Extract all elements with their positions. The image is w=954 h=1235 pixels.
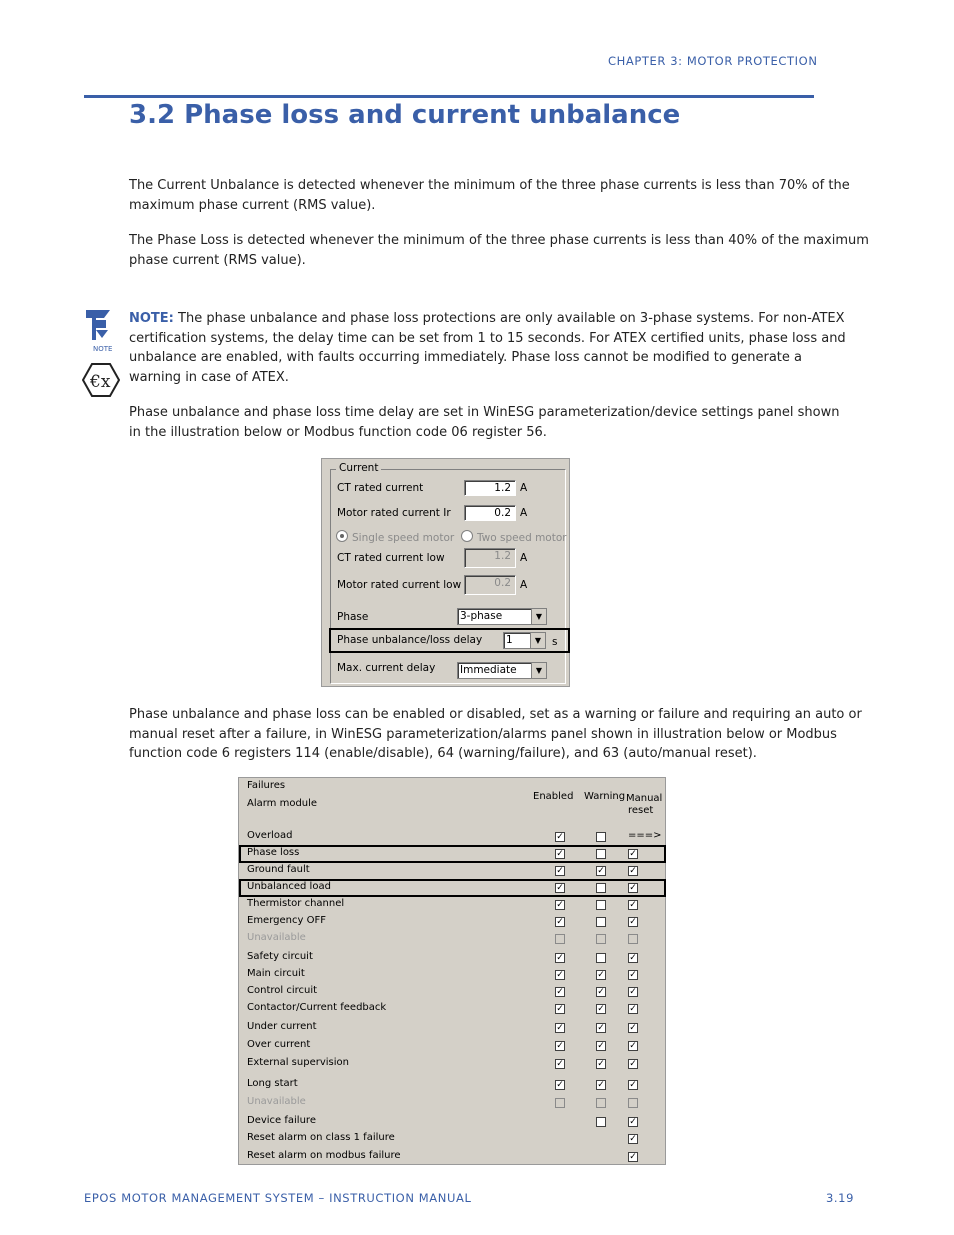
alarm-row — [239, 914, 665, 931]
motor-rated-current-label: Motor rated current Ir — [337, 507, 451, 519]
title-rule — [84, 95, 814, 98]
warning-checkbox[interactable]: ✓ — [597, 1080, 605, 1090]
ct-rated-low-input[interactable]: 1.2 — [464, 548, 516, 568]
warning-checkbox[interactable]: ✓ — [597, 866, 605, 876]
svg-text:€x: €x — [90, 372, 111, 392]
alarm-row — [239, 984, 665, 1001]
manual-checkbox[interactable]: ✓ — [629, 1004, 637, 1014]
chapter-header: CHAPTER 3: MOTOR PROTECTION — [608, 54, 818, 68]
delay-label: Phase unbalance/loss delay — [337, 634, 483, 646]
ct-rated-low-label: CT rated current low — [337, 552, 445, 564]
delay-unit: s — [552, 636, 558, 648]
alarm-row-label: Long start — [247, 1078, 298, 1089]
reset-column-header: reset — [628, 805, 654, 816]
ct-rated-low-unit: A — [520, 552, 528, 564]
manual-checkbox[interactable]: ✓ — [629, 1080, 637, 1090]
alarm-row-label: Safety circuit — [247, 951, 313, 962]
alarm-row-label: Ground fault — [247, 864, 310, 875]
page-number: 3.19 — [826, 1191, 855, 1205]
alarm-row — [239, 846, 665, 863]
warning-checkbox[interactable] — [596, 1098, 606, 1108]
paragraph-phase-loss: The Phase Loss is detected whenever the minimum of the three phase currents is less than 40% of the maximum phase current (RMS value). — [129, 233, 869, 268]
enabled-checkbox[interactable]: ✓ — [556, 970, 564, 980]
manual-checkbox[interactable]: ✓ — [629, 1134, 637, 1144]
overload-manual-arrow: ===> — [628, 830, 662, 841]
enabled-column-header: Enabled — [533, 791, 574, 802]
alarm-row — [239, 1001, 665, 1018]
phase-select-value: 3-phase — [460, 610, 503, 622]
alarm-row — [239, 1114, 665, 1131]
manual-checkbox[interactable] — [628, 1098, 638, 1108]
alarm-row — [239, 967, 665, 984]
manual-checkbox[interactable]: ✓ — [629, 900, 637, 910]
alarm-row-label: Unbalanced load — [247, 881, 331, 892]
warning-checkbox[interactable] — [596, 900, 606, 910]
motor-rated-low-label: Motor rated current low — [337, 579, 462, 591]
alarm-row-label: Contactor/Current feedback — [247, 1002, 387, 1013]
ct-rated-current-label: CT rated current — [337, 482, 424, 494]
current-group-label: Current — [336, 462, 381, 474]
single-speed-label: Single speed motor — [352, 532, 455, 544]
manual-checkbox[interactable]: ✓ — [629, 1059, 637, 1069]
radio-selected-icon — [336, 530, 348, 542]
alarm-row-label: Unavailable — [247, 1096, 306, 1107]
section-title: 3.2 Phase loss and current unbalance — [129, 100, 681, 130]
chevron-down-icon: ▼ — [531, 609, 546, 624]
alarm-row-label: Over current — [247, 1039, 311, 1050]
manual-checkbox[interactable]: ✓ — [629, 883, 637, 893]
enabled-checkbox[interactable]: ✓ — [556, 1080, 564, 1090]
alarm-row-label: Overload — [247, 830, 293, 841]
max-current-delay-select[interactable] — [457, 662, 547, 679]
phase-select[interactable] — [457, 608, 547, 625]
warning-column-header: Warning — [584, 791, 626, 802]
alarm-row-label: Reset alarm on class 1 failure — [247, 1132, 395, 1143]
enabled-checkbox[interactable]: ✓ — [556, 1041, 564, 1051]
chevron-down-icon: ▼ — [530, 633, 545, 648]
alarm-row-label: Device failure — [247, 1115, 316, 1126]
motor-rated-current-input[interactable]: 0.2 — [464, 505, 516, 521]
alarm-row — [239, 897, 665, 914]
enabled-checkbox[interactable]: ✓ — [556, 849, 564, 859]
alarm-row — [239, 863, 665, 880]
enabled-checkbox[interactable] — [555, 1098, 565, 1108]
motor-rated-low-unit: A — [520, 579, 528, 591]
enabled-checkbox[interactable]: ✓ — [556, 1004, 564, 1014]
device-settings-panel — [321, 458, 570, 687]
alarm-row — [239, 1077, 665, 1094]
radio-unselected-icon — [461, 530, 473, 542]
manual-checkbox[interactable]: ✓ — [629, 1117, 637, 1127]
warning-checkbox[interactable]: ✓ — [597, 1041, 605, 1051]
enabled-checkbox[interactable]: ✓ — [556, 883, 564, 893]
manual-checkbox[interactable] — [628, 934, 638, 944]
alarm-row — [239, 1131, 665, 1148]
warning-checkbox[interactable]: ✓ — [597, 987, 605, 997]
alarm-row — [239, 1056, 665, 1073]
two-speed-radio[interactable] — [461, 530, 567, 544]
alarm-row-label: Emergency OFF — [247, 915, 326, 926]
alarm-row-label: Under current — [247, 1021, 317, 1032]
enabled-checkbox[interactable]: ✓ — [556, 1059, 564, 1069]
warning-checkbox[interactable] — [596, 934, 606, 944]
alarm-module-label: Alarm module — [247, 798, 318, 809]
alarm-row — [239, 880, 665, 897]
warning-checkbox[interactable]: ✓ — [597, 1004, 605, 1014]
manual-checkbox[interactable]: ✓ — [629, 917, 637, 927]
alarm-row — [239, 1095, 665, 1112]
alarm-row — [239, 1149, 665, 1166]
manual-column-header: Manual — [626, 793, 663, 804]
note-icon — [82, 308, 122, 354]
manual-checkbox[interactable]: ✓ — [629, 953, 637, 963]
warning-checkbox[interactable] — [596, 832, 606, 842]
alarms-panel — [238, 777, 666, 1165]
footer-title: EPOS MOTOR MANAGEMENT SYSTEM – INSTRUCTION MANUAL — [84, 1191, 472, 1205]
enabled-checkbox[interactable]: ✓ — [556, 1023, 564, 1033]
manual-checkbox[interactable]: ✓ — [629, 866, 637, 876]
manual-checkbox[interactable]: ✓ — [629, 1152, 637, 1162]
failures-group-label: Failures — [247, 780, 286, 791]
alarm-row — [239, 1038, 665, 1055]
alarm-row-label: Thermistor channel — [247, 898, 345, 909]
phase-label: Phase — [337, 611, 369, 623]
enabled-checkbox[interactable]: ✓ — [556, 953, 564, 963]
warning-checkbox[interactable] — [596, 1117, 606, 1127]
motor-rated-current-unit: A — [520, 507, 528, 519]
note-text: The phase unbalance and phase loss protections are only available on 3-phase systems. For non-ATEX certification systems, the delay time can be set from 1 to 15 seconds. For ATEX certified units, phase loss and unbalance are enabled, with faults occurring immediately. Phase loss cannot be modified to generate a warning in case of ATEX. — [129, 311, 846, 385]
warning-checkbox[interactable] — [596, 849, 606, 859]
paragraph-unbalance: The Current Unbalance is detected whenever the minimum of the three phase currents is less than 70% of the maximum phase current (RMS value). — [129, 178, 850, 213]
enabled-checkbox[interactable]: ✓ — [556, 832, 564, 842]
warning-checkbox[interactable]: ✓ — [597, 1023, 605, 1033]
warning-checkbox[interactable]: ✓ — [597, 1059, 605, 1069]
alarm-row-label: Unavailable — [247, 932, 306, 943]
ct-rated-current-unit: A — [520, 482, 528, 494]
note-icon-label: NOTE — [93, 345, 113, 353]
warning-checkbox[interactable]: ✓ — [597, 970, 605, 980]
enabled-checkbox[interactable] — [555, 934, 565, 944]
note-label: NOTE: — [129, 311, 174, 326]
enabled-checkbox[interactable]: ✓ — [556, 866, 564, 876]
manual-checkbox[interactable]: ✓ — [629, 1023, 637, 1033]
atex-ex-icon — [82, 362, 120, 398]
manual-checkbox[interactable]: ✓ — [629, 1041, 637, 1051]
alarm-row-label: Main circuit — [247, 968, 305, 979]
delay-select[interactable] — [503, 632, 546, 649]
alarm-row — [239, 1020, 665, 1037]
enabled-checkbox[interactable]: ✓ — [556, 900, 564, 910]
alarm-row — [239, 931, 665, 948]
single-speed-radio[interactable] — [336, 530, 454, 544]
alarm-row — [239, 950, 665, 967]
paragraph-alarms: Phase unbalance and phase loss can be enabled or disabled, set as a warning or failure and requiring an auto or manual reset after a failure, in WinESG parameterization/alarms panel shown in illustration below or Modbus function code 6 registers 114 (enable/disable), 64 (warning/failure), and 63 (auto/manual reset). — [129, 707, 862, 761]
alarm-row-label: Phase loss — [247, 847, 300, 858]
max-current-delay-label: Max. current delay — [337, 662, 436, 674]
two-speed-label: Two speed motor — [477, 532, 567, 544]
note-paragraph — [129, 309, 854, 387]
warning-checkbox[interactable] — [596, 883, 606, 893]
warning-checkbox[interactable] — [596, 917, 606, 927]
motor-rated-low-input[interactable]: 0.2 — [464, 575, 516, 595]
enabled-checkbox[interactable]: ✓ — [556, 987, 564, 997]
alarm-row-label: External supervision — [247, 1057, 349, 1068]
warning-checkbox[interactable] — [596, 953, 606, 963]
manual-checkbox[interactable]: ✓ — [629, 849, 637, 859]
alarm-row-label: Reset alarm on modbus failure — [247, 1150, 401, 1161]
ct-rated-current-input[interactable]: 1.2 — [464, 480, 516, 496]
manual-checkbox[interactable]: ✓ — [629, 970, 637, 980]
alarm-row-label: Control circuit — [247, 985, 318, 996]
chevron-down-icon: ▼ — [531, 663, 546, 678]
delay-select-value: 1 — [506, 634, 513, 646]
enabled-checkbox[interactable]: ✓ — [556, 917, 564, 927]
max-current-delay-value: Immediate — [460, 664, 517, 676]
paragraph-delay-settings: Phase unbalance and phase loss time delay are set in WinESG parameterization/device settings panel shown in the illustration below or Modbus function code 06 register 56. — [129, 405, 840, 440]
manual-checkbox[interactable]: ✓ — [629, 987, 637, 997]
alarm-row — [239, 829, 665, 846]
